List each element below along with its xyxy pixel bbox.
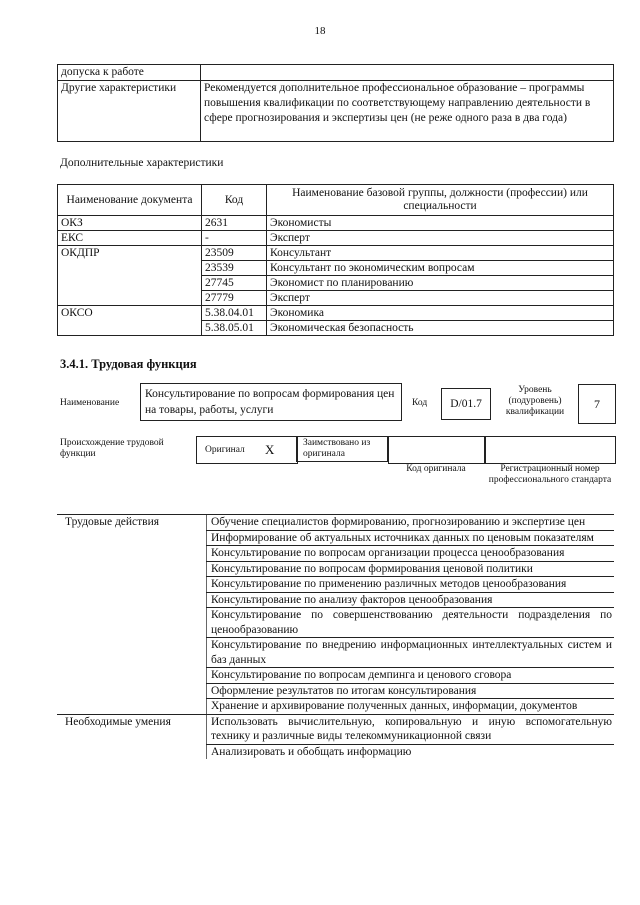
list-item: Использовать вычислительную, копировальную и иную вспомогательную технику и различные виды телекоммуникационной связи bbox=[207, 714, 615, 744]
list-item: Консультирование по совершенствованию деятельности подразделения по ценообразованию bbox=[207, 608, 615, 638]
actions-table bbox=[57, 514, 614, 759]
function-name-box: Консультирование по вопросам формирования цен на товары, работы, услуги bbox=[140, 383, 402, 421]
code-label: Код bbox=[412, 398, 428, 408]
column-header: Наименование документа bbox=[58, 185, 202, 216]
actions-label: Трудовые действия bbox=[65, 515, 160, 528]
origin-code-box bbox=[388, 436, 486, 464]
code-cell: 5.38.05.01 bbox=[202, 321, 267, 336]
origin-code-label: Код оригинала bbox=[406, 464, 466, 474]
code-cell: 23539 bbox=[202, 261, 267, 276]
name-cell: Консультант bbox=[267, 246, 614, 261]
list-item: Консультирование по вопросам организации процесса ценообразования bbox=[207, 546, 615, 562]
row-value bbox=[201, 65, 614, 81]
code-cell: 27745 bbox=[202, 276, 267, 291]
level-box: 7 bbox=[578, 384, 616, 424]
section-title: 3.4.1. Трудовая функция bbox=[60, 357, 197, 371]
row-label: Другие характеристики bbox=[58, 80, 201, 141]
name-cell: Консультант по экономическим вопросам bbox=[267, 261, 614, 276]
list-item: Хранение и архивирование полученных данных, информации, документов bbox=[207, 699, 615, 715]
list-item: Обучение специалистов формированию, прогнозированию и экспертизе цен bbox=[207, 515, 615, 531]
table-row bbox=[58, 306, 614, 321]
table-row bbox=[58, 216, 614, 231]
doc-cell: ОКДПР bbox=[58, 246, 202, 306]
reg-number-label: Регистрационный номер профессионального стандарта bbox=[488, 464, 612, 485]
column-header: Наименование базовой группы, должности (профессии) или специальности bbox=[267, 185, 614, 216]
level-label: Уровень (подуровень) квалификации bbox=[505, 385, 565, 417]
row-value: Рекомендуется дополнительное профессиональное образование – программы повышения квалификации по соответствующему направлению деятельности в сфере прогнозирования и экспертизы цен (не реже одного раза в два года) bbox=[201, 80, 614, 141]
column-header: Код bbox=[202, 185, 267, 216]
doc-cell: ОКЗ bbox=[58, 216, 202, 231]
name-cell: Экономическая безопасность bbox=[267, 321, 614, 336]
name-label: Наименование bbox=[60, 398, 120, 408]
list-item: Консультирование по анализу факторов ценообразования bbox=[207, 592, 615, 608]
code-cell: 27779 bbox=[202, 291, 267, 306]
original-box bbox=[196, 436, 298, 464]
code-cell: 23509 bbox=[202, 246, 267, 261]
table-top-border bbox=[57, 514, 614, 515]
name-cell: Эксперт bbox=[267, 291, 614, 306]
table-row bbox=[58, 246, 614, 261]
list-item: Оформление результатов по итогам консультирования bbox=[207, 683, 615, 699]
list-item: Консультирование по применению различных методов ценообразования bbox=[207, 577, 615, 593]
borrowed-box: Заимствовано из оригинала bbox=[296, 436, 388, 462]
name-cell: Экономисты bbox=[267, 216, 614, 231]
additional-characteristics-title: Дополнительные характеристики bbox=[60, 157, 224, 169]
list-item: Информирование об актуальных источниках данных по ценовым показателям bbox=[207, 530, 615, 546]
code-cell: 5.38.04.01 bbox=[202, 306, 267, 321]
function-code-box: D/01.7 bbox=[441, 388, 491, 420]
original-mark: X bbox=[265, 442, 275, 457]
row-label: допуска к работе bbox=[58, 65, 201, 81]
page-number: 18 bbox=[314, 25, 326, 37]
list-item: Консультирование по вопросам демпинга и ценового сговора bbox=[207, 668, 615, 684]
list-item: Анализировать и обобщать информацию bbox=[207, 744, 615, 759]
code-cell: - bbox=[202, 231, 267, 246]
name-cell: Экономика bbox=[267, 306, 614, 321]
name-cell: Экономист по планированию bbox=[267, 276, 614, 291]
characteristics-table bbox=[57, 184, 614, 336]
skills-label: Необходимые умения bbox=[57, 714, 207, 759]
doc-cell: ЕКС bbox=[58, 231, 202, 246]
origin-label: Происхождение трудовой функции bbox=[60, 438, 164, 459]
reg-number-box bbox=[484, 436, 616, 464]
list-item: Консультирование по внедрению информационных интеллектуальных систем и баз данных bbox=[207, 638, 615, 668]
code-cell: 2631 bbox=[202, 216, 267, 231]
original-label: Оригинал bbox=[205, 445, 245, 455]
name-cell: Эксперт bbox=[267, 231, 614, 246]
doc-cell: ОКСО bbox=[58, 306, 202, 336]
qualification-table bbox=[57, 64, 614, 142]
list-item: Консультирование по вопросам формирования ценовой политики bbox=[207, 561, 615, 577]
table-row bbox=[58, 231, 614, 246]
